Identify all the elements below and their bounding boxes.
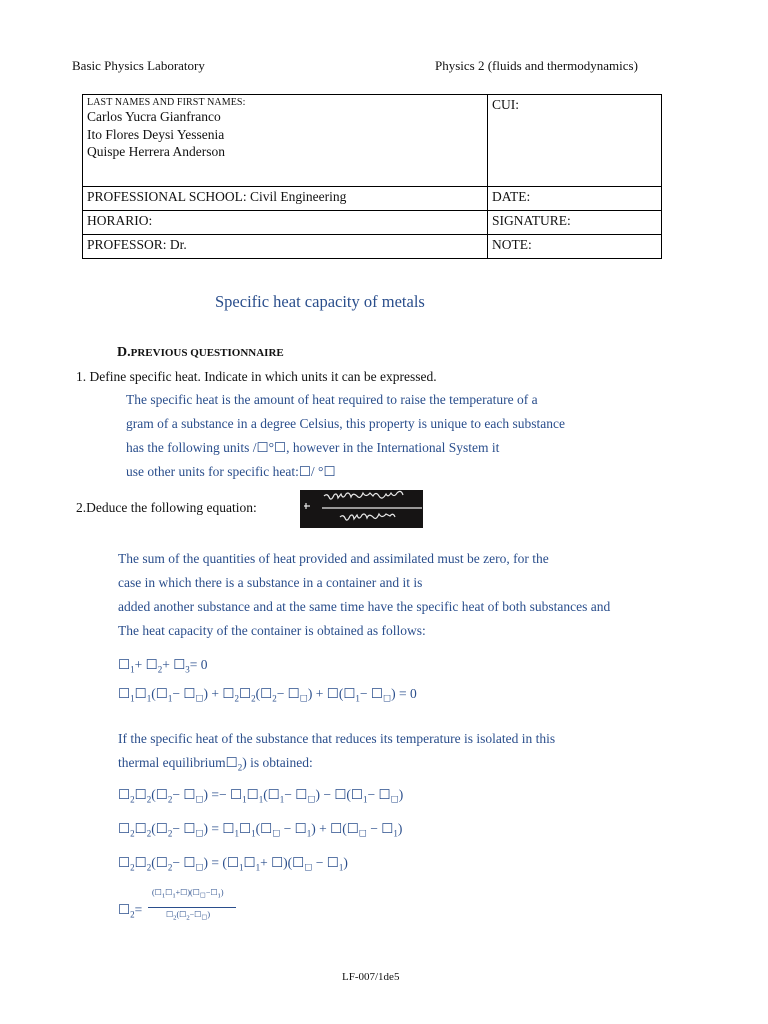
equation-step-3: $☐_2☐_2(☐_2-$ $☐_☐$) = ($☐_1☐_1+$ $☐)(☐_☐$ − $☐_1$) [118, 855, 348, 873]
equation-heat-terms: $☐_1☐_1(☐_1-$ $☐_☐$) + $☐_2☐_2(☐_2-$ $☐_☐$) + $☐(☐_1-$ $☐_☐) = 0$ [118, 686, 417, 704]
answer-1-line: The specific heat is the amount of heat required to raise the temperature of a [126, 392, 538, 407]
answer-2-line: added another substance and at the same time have the specific heat of both substances and [118, 599, 611, 614]
names-label: LAST NAMES AND FIRST NAMES: [87, 97, 246, 108]
answer-1-line: use other units for specific heat:☐/ °☐ [126, 464, 336, 479]
names-list [87, 108, 483, 161]
names-cell [83, 95, 488, 187]
horario-cell: HORARIO: [83, 211, 488, 235]
cui-cell: CUI: [488, 95, 662, 187]
answer-2-line: case in which there is a substance in a container and it is [118, 575, 423, 590]
section-letter: D. [117, 345, 131, 360]
student-name: Carlos Yucra Gianfranco [87, 109, 221, 124]
equation-image [300, 490, 423, 528]
date-cell: DATE: [488, 187, 662, 211]
equation-step-2: $☐_2☐_2(☐_2-$ $☐_☐$) = $☐_1☐_1(☐_☐$ − $☐_1$) + $☐(☐_☐$ − $☐_1$) [118, 821, 403, 839]
note-cell: NOTE: [488, 235, 662, 259]
header-left: Basic Physics Laboratory [72, 58, 205, 73]
student-name: Ito Flores Deysi Yessenia [87, 126, 225, 142]
answer-2-line: The sum of the quantities of heat provided and assimilated must be zero, for the [118, 551, 549, 566]
question-2: 2.Deduce the following equation: [76, 500, 257, 515]
middle-line-text: thermal equilibrium [118, 755, 226, 770]
question-1: 1. Define specific heat. Indicate in which units it can be expressed. [76, 369, 437, 384]
school-cell: PROFESSIONAL SCHOOL: Civil Engineering [83, 187, 488, 211]
equation-heat-sum: $☐_1+$ $☐_2+$ $☐_3= 0$ [118, 657, 208, 675]
section-heading [117, 345, 284, 361]
middle-line-suffix: ) is obtained: [242, 755, 313, 770]
student-info-table [82, 94, 662, 259]
page-title: Specific heat capacity of metals [215, 292, 425, 311]
answer-1-line: has the following units /☐°☐, however in the International System it [126, 440, 500, 455]
professor-cell: PROFESSOR: Dr. [83, 235, 488, 259]
section-label: PREVIOUS QUESTIONNAIRE [130, 347, 284, 359]
student-name: Quispe Herrera Anderson [87, 144, 225, 159]
page-footer: LF-007/1de5 [342, 971, 400, 983]
signature-cell: SIGNATURE: [488, 211, 662, 235]
answer-2-middle-line: If the specific heat of the substance that reduces its temperature is isolated in this [118, 731, 556, 746]
header-right: Physics 2 (fluids and thermodynamics) [435, 58, 638, 73]
answer-2-line: The heat capacity of the container is obtained as follows: [118, 623, 426, 638]
equation-step-1: $☐_2☐_2(☐_2-$ $☐_☐$) =− $☐_1☐_1(☐_1-$ $☐_☐$) − $☐(☐_1-$ $☐_☐$) [118, 787, 404, 805]
answer-2-middle-line: thermal $equilibrium☐_2$) is obtained: [118, 755, 313, 773]
answer-1-line: gram of a substance in a degree Celsius, this property is unique to each substance [126, 416, 566, 431]
